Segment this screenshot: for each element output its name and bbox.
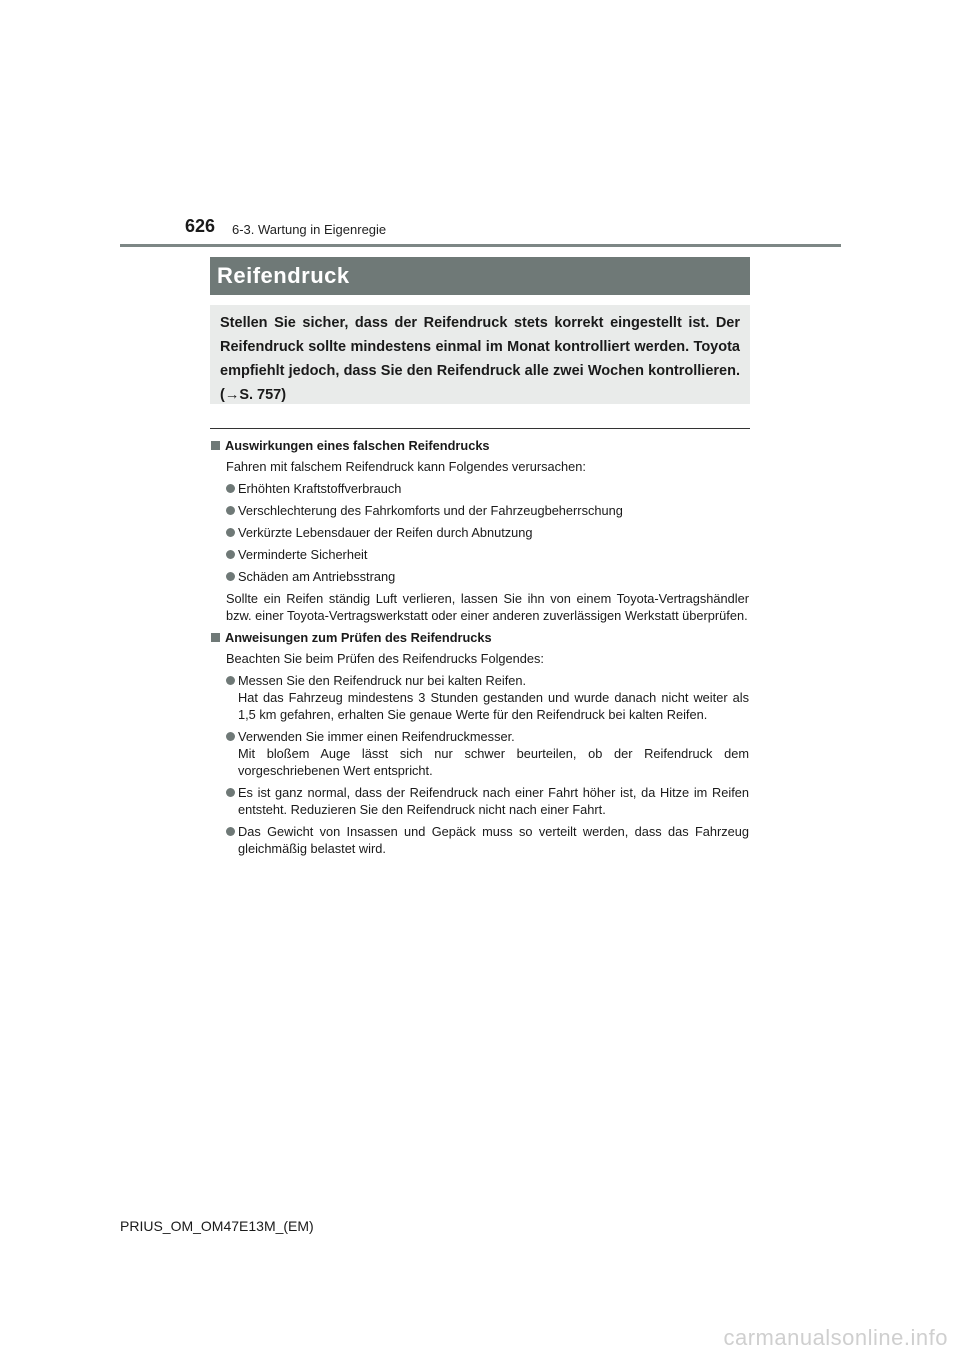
list-item: [226, 546, 749, 563]
section-effects: [211, 437, 749, 624]
list-item-main: Messen Sie den Reifendruck nur bei kalten Reifen.: [238, 673, 527, 688]
square-bullet-icon: [211, 633, 220, 642]
list-item-main: Es ist ganz normal, dass der Reifendruck nach einer Fahrt höher ist, da Hitze im Reifen entsteht. Reduzieren Sie den Reifendruck nicht nach einer Fahrt.: [238, 785, 749, 817]
page-title: Reifendruck: [217, 263, 350, 288]
round-bullet-icon: [226, 484, 235, 493]
list-item-text: Verkürzte Lebensdauer der Reifen durch Abnutzung: [238, 525, 533, 540]
list-item-detail: Mit bloßem Auge lässt sich nur schwer beurteilen, ob der Reifendruck dem vorgeschriebenen Wert entspricht.: [238, 746, 749, 778]
section-label: 6-3. Wartung in Eigenregie: [232, 222, 387, 237]
main-content: [211, 437, 749, 862]
round-bullet-icon: [226, 676, 235, 685]
section-heading-text: Anweisungen zum Prüfen des Reifendrucks: [225, 630, 492, 645]
list-item: [226, 823, 749, 857]
list-item-text: Verminderte Sicherheit: [238, 547, 368, 562]
intro-text: Stellen Sie sicher, dass der Reifendruck stets korrekt eingestellt ist. Der Reifendruck sollte mindestens einmal im Monat kontrolliert werden. Toyota empfiehlt jedoch, dass Sie den Reifendruck alle zwei Wochen kontrollieren. (→S. 757): [220, 315, 740, 403]
intro-box: [210, 305, 750, 404]
round-bullet-icon: [226, 506, 235, 515]
list-item-detail: Hat das Fahrzeug mindestens 3 Stunden gestanden und wurde danach nicht weiter als 1,5 km gefahren, erhalten Sie genaue Werte für den Reifendruck bei kalten Reifen.: [238, 690, 749, 722]
section-heading: [211, 629, 749, 646]
section-heading: [211, 437, 749, 454]
header-divider: [120, 244, 841, 247]
list-item-text: Schäden am Antriebsstrang: [238, 569, 396, 584]
footer-code: PRIUS_OM_OM47E13M_(EM): [120, 1218, 314, 1234]
list-item-text: [238, 672, 749, 723]
list-item: [226, 728, 749, 779]
section-closing: Sollte ein Reifen ständig Luft verlieren, lassen Sie ihn von einem Toyota-Vertragshändler bzw. einer Toyota-Vertragswerkstatt oder einer anderen zuverlässigen Werkstatt überprüfen.: [226, 591, 749, 623]
content-divider: [210, 428, 750, 429]
list-item-text: [238, 784, 749, 818]
round-bullet-icon: [226, 827, 235, 836]
round-bullet-icon: [226, 528, 235, 537]
list-item-main: Das Gewicht von Insassen und Gepäck muss so verteilt werden, dass das Fahrzeug gleichmäßig belastet wird.: [238, 824, 749, 856]
section-heading-text: Auswirkungen eines falschen Reifendrucks: [225, 438, 490, 453]
list-item: [226, 672, 749, 723]
list-item-text: Erhöhten Kraftstoffverbrauch: [238, 481, 402, 496]
page-number: 626: [185, 216, 216, 236]
list-item: [226, 480, 749, 497]
round-bullet-icon: [226, 572, 235, 581]
round-bullet-icon: [226, 550, 235, 559]
square-bullet-icon: [211, 441, 220, 450]
watermark: carmanualsonline.info: [723, 1325, 948, 1350]
list-item: [226, 568, 749, 585]
section-lead: Fahren mit falschem Reifendruck kann Folgendes verursachen:: [226, 459, 586, 474]
list-item-text: Verschlechterung des Fahrkomforts und der Fahrzeugbeherrschung: [238, 503, 623, 518]
list-item: [226, 524, 749, 541]
section-instructions: [211, 629, 749, 857]
list-item-main: Verwenden Sie immer einen Reifendruckmesser.: [238, 729, 515, 744]
round-bullet-icon: [226, 732, 235, 741]
list-item: [226, 784, 749, 818]
list-item-text: [238, 823, 749, 857]
round-bullet-icon: [226, 788, 235, 797]
section-lead: Beachten Sie beim Prüfen des Reifendrucks Folgendes:: [226, 651, 544, 666]
list-item-text: [238, 728, 749, 779]
list-item: [226, 502, 749, 519]
title-bar: [210, 257, 750, 295]
